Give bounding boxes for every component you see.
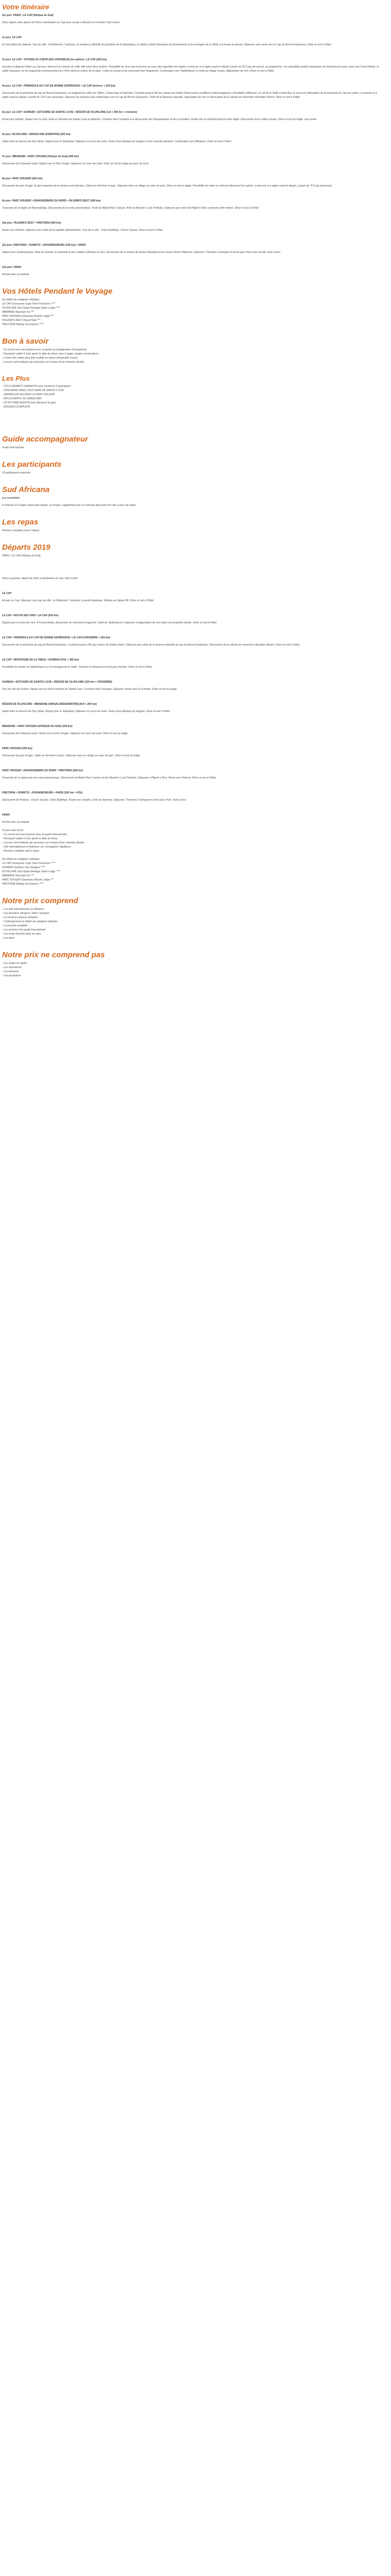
day-description: Traversée de la région par une route panoramique. Découverte de Blyde River Canyon et des Bourke's Luck Potholes. Déjeuner à Pilgrim's Rest. Route vers Pretoria. Dîner et nuit à l'hôtel. [2,776,217,779]
hotels-heading: Vos Hôtels Pendant le Voyage [2,287,112,296]
day-title: DURBAN • ESTUAIRE DE SAINTE LUCIE • RÉGION DE HLUHLUWE (320 km + CROISIÈRE) [2,681,112,684]
day-title: 11e jour: PRETORIA • SOWETO • JOHANNESBURG (150 km) • PARIS [2,244,86,247]
info-line: - Vols internationaux et intérieurs sur compagnies régulières. [2,845,72,849]
day-title: 4e jour: LE CAP • PÉNINSULE DU CAP DE BONNE ESPÉRANCE • LE CAP (environ + 220 km) [2,84,116,88]
list-item: - Le circuit en autocar climatisé [2,916,38,919]
day-12 [2,266,389,277]
list-item: - L'ordre des visites peut être modifié en raison d'impératifs locaux. [2,357,78,360]
day-5 [2,111,389,122]
list-item: - TOUS DÉPARTS GARANTIS avec minimum 2 participants [2,385,71,388]
hotel-line: (ou hôtels de catégorie similaire) [2,858,40,861]
day-title: PARIS [2,814,10,817]
list-item: - Les vols internationaux et intérieurs [2,908,44,911]
list-item: - Les prix sont indiqués par personne sur la base d'une chambre double. [2,361,85,364]
hotel-line: MBABANE Mountain Inn *** [2,311,34,314]
p2-day-11 [2,814,389,824]
essentials-label: Les essentiels [2,497,20,500]
p2-day-1 [2,592,389,603]
list-item: - SAFARIS EN 4x4 DANS LE PARC KRUGER [2,393,55,396]
day-title: 1er jour: PARIS • LE CAP (Afrique du Sud) [2,14,54,17]
p2-day-10 [2,791,389,802]
hotel-line: PILGRIM'S REST Royal Hotel *** [2,319,41,322]
day-description: Découverte de l'artisanat swazi. Départ vers le Parc Kruger. Déjeuner en cours de route. Dîner et nuit au lodge au cœur du bush. [2,162,150,165]
day-title: LE CAP • PÉNINSULE DU CAP DE BONNE ESPÉRANCE • LE CAP (CROISIÈRE + 220 km) [2,636,110,639]
participants-heading: Les participants [2,460,62,469]
sud-africana-heading: Sud Africana [2,485,50,494]
day-title: LE CAP • MONTAGNE DE LA TABLE • DURBAN (VOL + 180 km) [2,658,79,662]
departures-text: PARIS • LE CAP (Afrique du Sud) [2,554,41,557]
day-description: Arrivée dans la matinée. [2,273,30,276]
good-to-know-list [2,348,389,364]
p2-day-9 [2,769,389,780]
price-excludes-heading: Notre prix ne comprend pas [2,951,105,959]
plus-list [2,384,389,409]
guide-heading: Guide accompagnateur [2,435,88,444]
list-item: - La pension complète [2,924,28,927]
day-title: PARC KRUGER (250 km) [2,747,32,750]
list-item: - L'hébergement en hôtels de catégorie indiquée [2,920,58,923]
list-item: - Ce circuit vous est proposé avec un guide accompagnateur francophone. [2,348,88,351]
day-title: 12e jour: PARIS [2,266,22,269]
meals-text: Pension complète (sauf 2 repas) [2,529,39,532]
p2-day-6 [2,703,389,714]
day-description: Traversée de la région de Mpumalanga. Découverte de la route panoramique. Visite de Blyde River Canyon. Arrêt au Bourke's Luck Potholes. Déjeuner puis visite de Pilgrim's Rest, ancienne ville minière. Dîner et nuit à l'hôtel. [2,207,259,210]
day-title: 9e jour: PARC KRUGER • DRAKENSBERG DU NORD • PILGRIM'S REST (180 km) [2,199,101,202]
hotel-line: PARC KRUGER Greenway Woods Lodge *** [2,878,54,882]
list-item: - Les assurances [2,966,22,969]
day-title: 7e jour: MBABANE • PARC KRUGER (Afrique du Sud) (300 km) [2,155,79,158]
p2-day-4 [2,658,389,669]
day-description: Safari dans la réserve de Zulu Nyala. Départ pour le Swaziland. Déjeuner en cours de route. Visite d'une fabrique de bougies. Dîner et nuit à l'hôtel. [2,710,171,713]
info-list [2,828,389,853]
hotel-line: PARC KRUGER Greenway Woods Lodge *** [2,315,54,318]
day-description: Découverte du parc Kruger, le plus important de la réserve sud-africaine. Safari en 4x4 dans le parc. Déjeuner dans un village au cœur du parc. Dîner et nuit au lodge. Possibilité de safari en véhicule découvert (en option, à réserver et à régler avant le départ, à partir de 70 € par personne). [2,184,333,188]
day-7 [2,155,389,166]
day-description: Tour de ville de Durban. Départ vers la réserve marine de Sainte Lucie. Croisière dans l'estuaire. Déjeuner. Route vers le Zululand. Dîner et nuit au lodge. [2,688,177,691]
day-list [2,14,389,277]
hotel-line: HLUHLUWE Zulu Nyala Heritage Safari Lodge **** [2,307,60,310]
hotel-line: (ou hôtels de catégorie similaire) [2,298,40,301]
day-title: RÉGION DE HLUHLUWE • MBABANE (SWAZILAND/ESWATINI) (4x4 + 260 km) [2,703,97,706]
day-title: PRETORIA • SOWETO • JOHANNESBURG • PARIS (150 km + VOL) [2,791,83,794]
day-description: Découverte de Pretoria : Church Square, Union Buildings. Route vers Soweto, visite du township. Déjeuner. Transfert à l'aéroport et envol pour Paris. Nuit à bord. [2,799,187,802]
list-item: - Les pourboires [2,974,21,977]
day-description: En tout début de matinée, Tour de ville : le Parlement, Tuynhuys, la résidence officielle du président de la République, le célèbre Jardin botanique de Kirstenbosch et la montagne de la Table si le temps le permet. Déjeuner, puis route vers le Cap de Bonne-Espérance. Dîner et nuit à l'hôtel. [2,43,332,46]
p2-day-7 [2,725,389,736]
day-description: Safari dans la réserve de Zulu Nyala. Départ pour le Swaziland. Déjeuner en cours de route. Visite d'une fabrique de bougies et d'un marché artisanal. Continuation vers Mbabane. Dîner et nuit à l'hôtel. [2,140,232,143]
list-item: - DÉCOUVERTE DU SWAZILAND [2,397,42,400]
day-description: Découverte de l'artisanat swazi. Route vers le Parc Kruger. Déjeuner en cours de route. Dîner et nuit au lodge. [2,732,128,735]
price-includes-list [2,907,389,940]
meals-heading: Les repas [2,518,39,527]
day-title: PARC KRUGER • DRAKENSBERG DU NORD • PRETORIA (550 km) [2,769,84,772]
hotel-line: LE CAP Sunsquare Cape Town Foreshore **** [2,862,56,865]
hotel-line: LE CAP Sunsquare Cape Town Foreshore **** [2,302,56,306]
day-title: 8e jour: PARC KRUGER (250 km) [2,177,42,180]
day-description: Découverte du parc Kruger. Safari en 4x4 dans le parc. Déjeuner dans un village au cœur du parc. Dîner et nuit au lodge. [2,754,141,757]
day-title: 2e jour: LE CAP [2,36,22,39]
participants-text: 16 participants maximum [2,471,31,474]
day-title: LE CAP [2,592,12,595]
day-description: Arrivée au Cap. Déjeuner, puis tour de ville : le Parlement, Tuynhuys, le jardin botanique. Montée au Signal Hill. Dîner et nuit à l'hôtel. [2,599,154,602]
list-item: - UN RYTHME ADAPTÉ pour découvrir le pays [2,401,56,404]
day-description: Découverte de la péninsule du cap de Bonne Espérance, en longeant les côtes de Clifton, Camps Bay et Hout Bay. Croisière jusqu'à l'île aux otaries de Duiker Island (selon conditions météorologiques). Possibilité d'effectuer, en vol de la Table à Hout Bay, le survol en hélicoptère de la péninsule du Cap (en option, à réserver et à régler avant le départ, à partir de 135 € par personne). Déjeuner de poissons puis continuation vers le cap de Bonne Espérance. Visite de la Réserve naturelle, dégustation de vins et découverte de la colonie de manchots à Boulders Beach. Dîner et nuit à l'hôtel. [2,92,377,99]
day-9 [2,199,389,210]
day-description: Départ pour Johannesburg. Visite de Soweto, le township le plus célèbre d'Afrique du Sud. Découverte de la maison de Nelson Mandela et du musée Hector Pieterson. Déjeuner. Transfert à l'aéroport et envol pour Paris avec escale. Nuit à bord. [2,251,281,254]
price-includes-heading: Notre prix comprend [2,896,78,905]
list-item: - Les taxes [2,937,15,940]
p2-day-3 [2,636,389,647]
day-10 [2,222,389,232]
list-item: - Les services d'un guide francophone [2,928,46,931]
day-title: 3e jour: LE CAP • VOYAGE AU CŒUR DES VIGNOBLES (en option) • LE CAP (220 km) [2,58,107,61]
hotel-line: PRETORIA Holiday Inn Express **** [2,883,44,886]
p2-day-8 [2,747,389,758]
intro-text: Dans la journée, départ de Paris à destination du Cap. Nuit à bord. [2,577,78,580]
departures-heading: Départs 2019 [2,543,51,552]
list-item: - Les boissons [2,970,19,973]
day-title: 10e jour: PILGRIM'S REST • PRETORIA (350 km) [2,222,61,225]
guide-text: Guide francophone [2,446,24,449]
day-11 [2,244,389,255]
second-itinerary [2,577,389,978]
day-4 [2,84,389,99]
day-description: Route vers Pretoria. Déjeuner puis visite de la capitale administrative. Tour de la ville : Union Buildings, Church Square. Dîner et nuit à l'hôtel. [2,229,164,232]
day-title: MBABANE • PARC KRUGER (AFRIQUE DU SUD) (300 km) [2,725,73,728]
price-excludes-list [2,961,389,978]
info-line: - Les prix sont indiqués par personne sur la base d'une chambre double. [2,841,85,844]
list-item: - Passeport valide 6 mois après la date de retour avec 2 pages vierges consécutives. [2,352,100,355]
info-line: - Passeport valide 6 mois après la date de retour. [2,837,59,840]
essentials-text: A réserver et à régler avant votre départ. Le Kruger, supplément pour un véhicule découvert lors des 2 jours de safari. [2,504,137,507]
hotel-line: DURBAN Southern Sun Elangeni **** [2,866,45,869]
list-item: - PENSION COMPLÈTE [2,405,30,409]
p2-day-5 [2,681,389,691]
day-1 [2,14,389,25]
info-line: - Pension complète sauf 2 repas. [2,850,40,853]
info-line: - Ce circuit vous est proposé avec un guide francophone. [2,833,68,836]
day-title: LE CAP • ROUTE DES VINS • LE CAP (200 km) [2,614,59,617]
day-6 [2,133,389,144]
list-item: - Les transferts aéroport / hôtel / aéroport [2,912,50,915]
day-description: Envol pour Durban. Départ vers le nord, route en direction de Sainte Lucie et déjeuner. Croisière dans l'estuaire à la découverte des hippopotames et des crocodiles. Route vers le Zululand jusqu'à votre lodge. Découverte de la culture zoulou. Dîner et nuit au lodge, sous tente. [2,118,317,121]
day-description: Dans l'après-midi, départ de Paris à destination du Cap avec escale à Munich ou Francfort. Nuit à bord. [2,21,120,24]
info-line: Ce prix vous inclut : [2,829,25,832]
day-3 [2,58,389,73]
day-description: Possibilité de monter en téléphérique sur la montagne de la Table. Transfert à l'aéroport et envol pour Durban. Dîner et nuit à l'hôtel. [2,666,153,669]
day-2 [2,36,389,47]
day-title: 5e jour: LE CAP • DURBAN • ESTUAIRE DE SAINTE LUCIE • RÉGION DE HLUHLUWE (vol + 400 km + croisière) [2,111,137,114]
day-description: Journée et déjeuner libres au Cap pour découvrir le charme de cette ville entre deux océans. Possibilité de vivre une excursion au cœur des vignobles (en option, à réserver et à régler avant le départ à partir de 95 € par personne), au programme : les splendides jardins botaniques de Kirstenbosch puis, route vers Franschhoek, la vallée française, où les huguenots commencèrent au XVIIe siècle la culture de la vigne. Visite du musée et du monument des Huguenots. Continuation vers Stellenbosch et visite du village musée, dégustation de vins. Dîner et nuit à l'hôtel. [2,65,379,73]
list-item: - Les visites en option [2,962,27,965]
p2-hotels-list [2,857,389,886]
day-8 [2,177,389,188]
day-description: Arrivée dans la matinée. [2,821,30,824]
plus-heading: Les Plus [2,375,30,382]
day-description: Découverte de la péninsule du cap de Bonne Espérance. Croisière jusqu'à l'île aux otaries de Duiker Island. Déjeuner puis visite de la réserve naturelle du cap de Bonne Espérance. Découverte de la colonie de manchots à Boulders Beach. Dîner et nuit à l'hôtel. [2,643,300,647]
good-to-know-heading: Bon à savoir [2,337,49,346]
list-item: - CROISIÈRE DANS L'ESTUAIRE DE SAINTE LUCIE [2,389,64,392]
list-item: - Les droits d'entrée dans les sites [2,933,41,936]
day-title: 6e jour: HLUHLUWE • SWAZILAND (ESWATINI) (220 km) [2,133,71,136]
itinerary-title: Votre itinéraire [2,3,50,11]
hotel-line: HLUHLUWE Zulu Nyala Heritage Safari Lodge **** [2,870,60,873]
hotel-line: MBABANE Mountain Inn *** [2,874,34,877]
hotels-list [2,298,389,327]
day-description: Départ pour la route des vins. À Franschhoek, découverte du monument huguenot. Visite de Stellenbosch. Déjeuner et dégustation de vins dans une propriété viticole. Dîner et nuit à l'hôtel. [2,621,217,624]
p2-day-2 [2,614,389,625]
hotel-line: PRETORIA Holiday Inn Express **** [2,323,44,326]
